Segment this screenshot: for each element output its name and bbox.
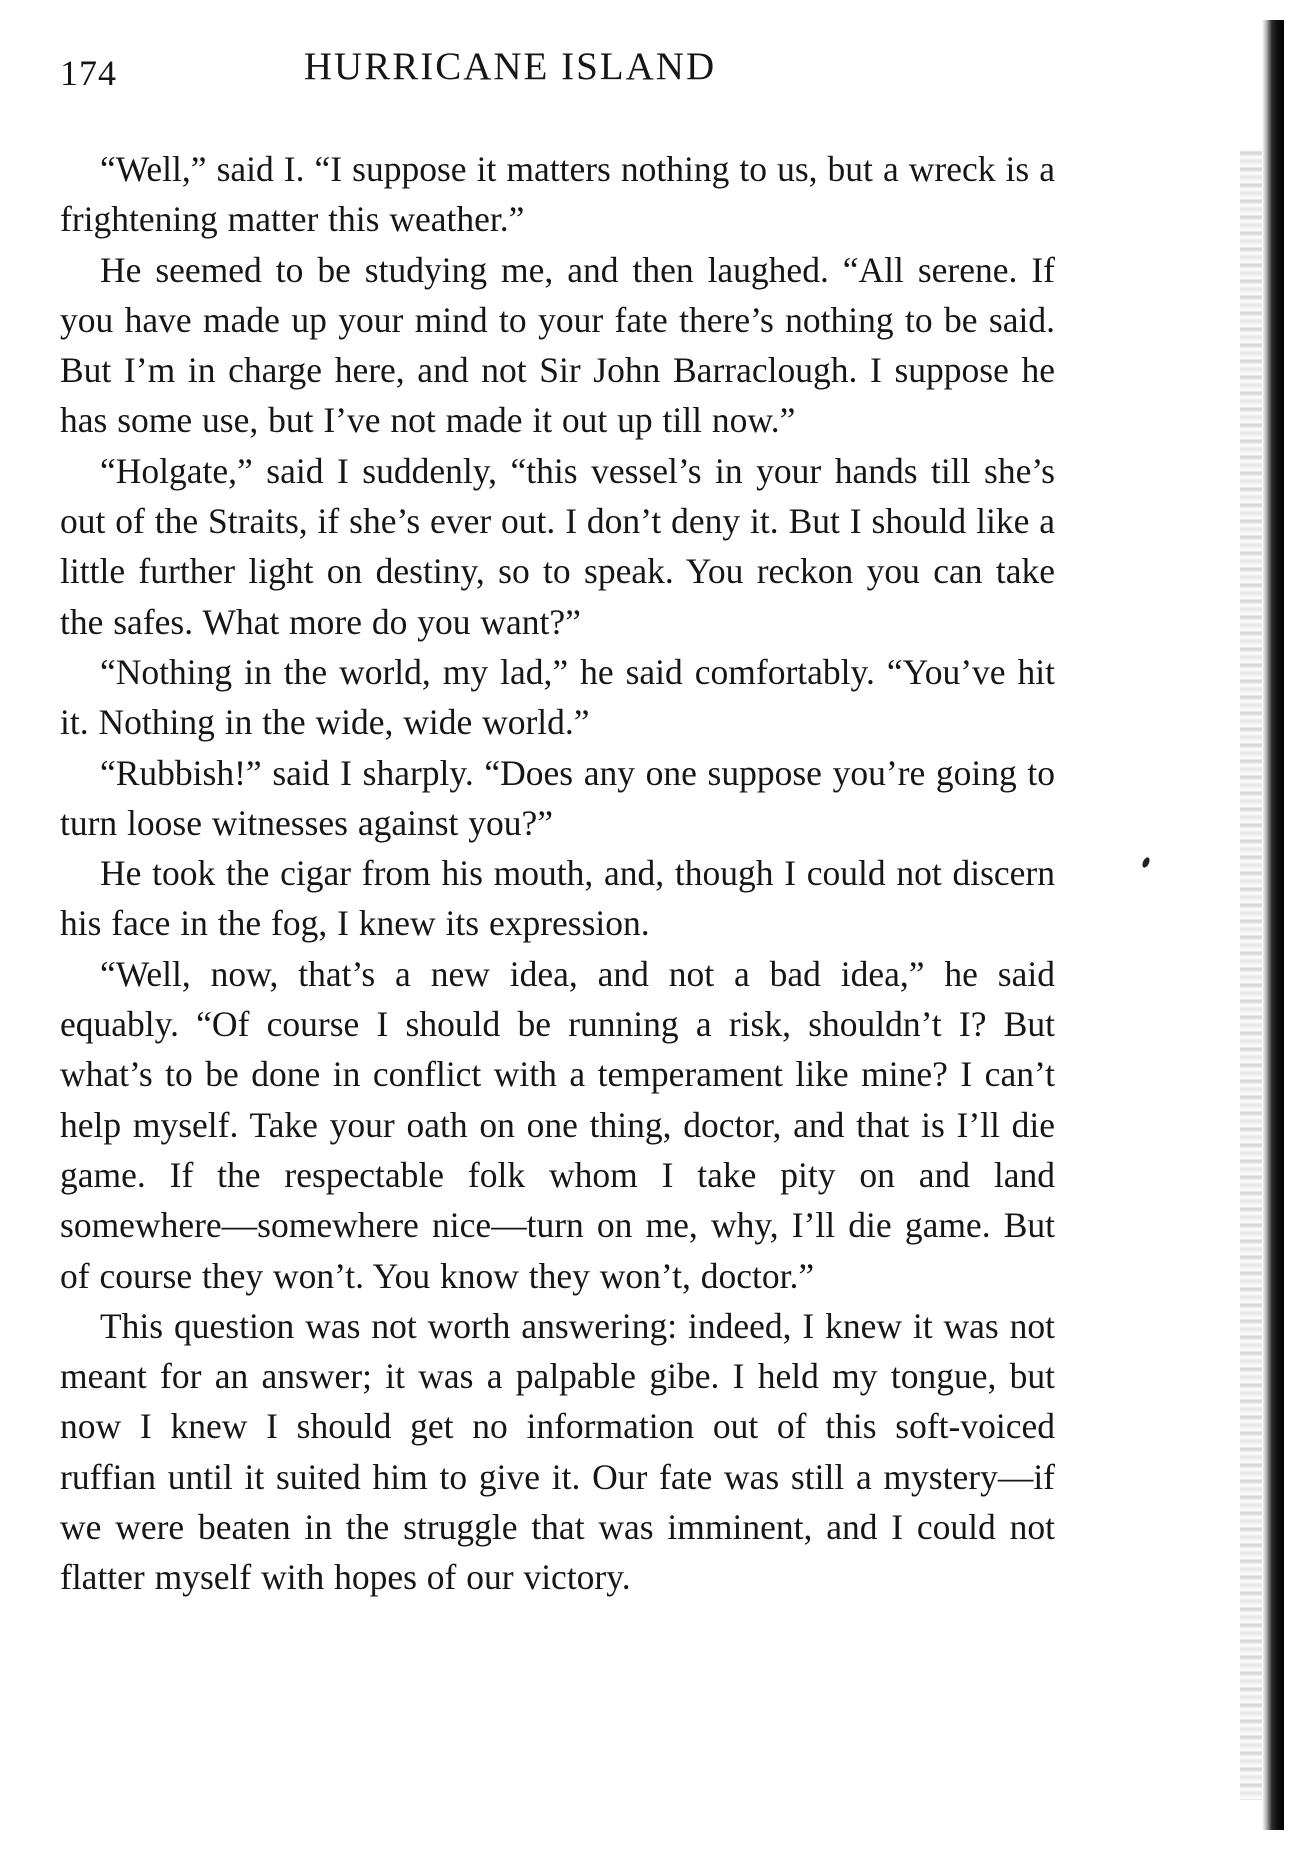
paragraph: “Rubbish!” said I sharply. “Does any one suppose you’re going to turn loose witnesses against you?”: [60, 752, 1055, 843]
page-number: 174: [60, 53, 117, 93]
running-title: HURRICANE ISLAND: [303, 45, 717, 88]
paragraph: “Holgate,” said I suddenly, “this vessel’s in your hands till she’s out of the Straits, if she’s ever out. I don’t deny it. But I should like a little further light on destiny, so to speak. You reckon you can take the safes. What more do you want?”: [60, 450, 1055, 642]
paragraph: He took the cigar from his mouth, and, though I could not discern his face in the fog, I knew its expression.: [60, 853, 1055, 944]
scan-edge-shadow: [1240, 150, 1264, 1800]
paragraph: “Well,” said I. “I suppose it matters nothing to us, but a wreck is a frightening matter this weather.”: [60, 149, 1055, 240]
paragraph: This question was not worth answering: indeed, I knew it was not meant for an answer; it was a palpable gibe. I held my tongue, but now I knew I should get no information out of this soft-voiced ruffian until it suited him to give it. Our fate was still a mystery—if we were beaten in the struggle that was imminent, and I could not flatter myself with hopes of our victory.: [60, 1305, 1055, 1598]
paragraph: He seemed to be studying me, and then laughed. “All serene. If you have made up your mind to your fate there’s nothing to be said. But I’m in charge here, and not Sir John Barraclough. I suppose he has some use, but I’ve not made it out up till now.”: [60, 249, 1055, 441]
paragraph: “Nothing in the world, my lad,” he said comfortably. “You’ve hit it. Nothing in the wide, wide world.”: [60, 651, 1055, 743]
ink-speck: [1141, 856, 1151, 869]
scan-edge: [1262, 20, 1284, 1830]
body-text: [60, 144, 1055, 1603]
page-header: [60, 44, 1060, 104]
paragraph: “Well, now, that’s a new idea, and not a bad idea,” he said equably. “Of course I should be running a risk, shouldn’t I? But what’s to be done in conflict with a temperament like mine? I can’t help myself. Take your oath on one thing, doctor, and that is I’ll die game. If the respectable folk whom I take pity on and land somewhere—somewhere nice—turn on me, why, I’ll die game. But of course they won’t. You know they won’t, doctor.”: [60, 953, 1055, 1296]
